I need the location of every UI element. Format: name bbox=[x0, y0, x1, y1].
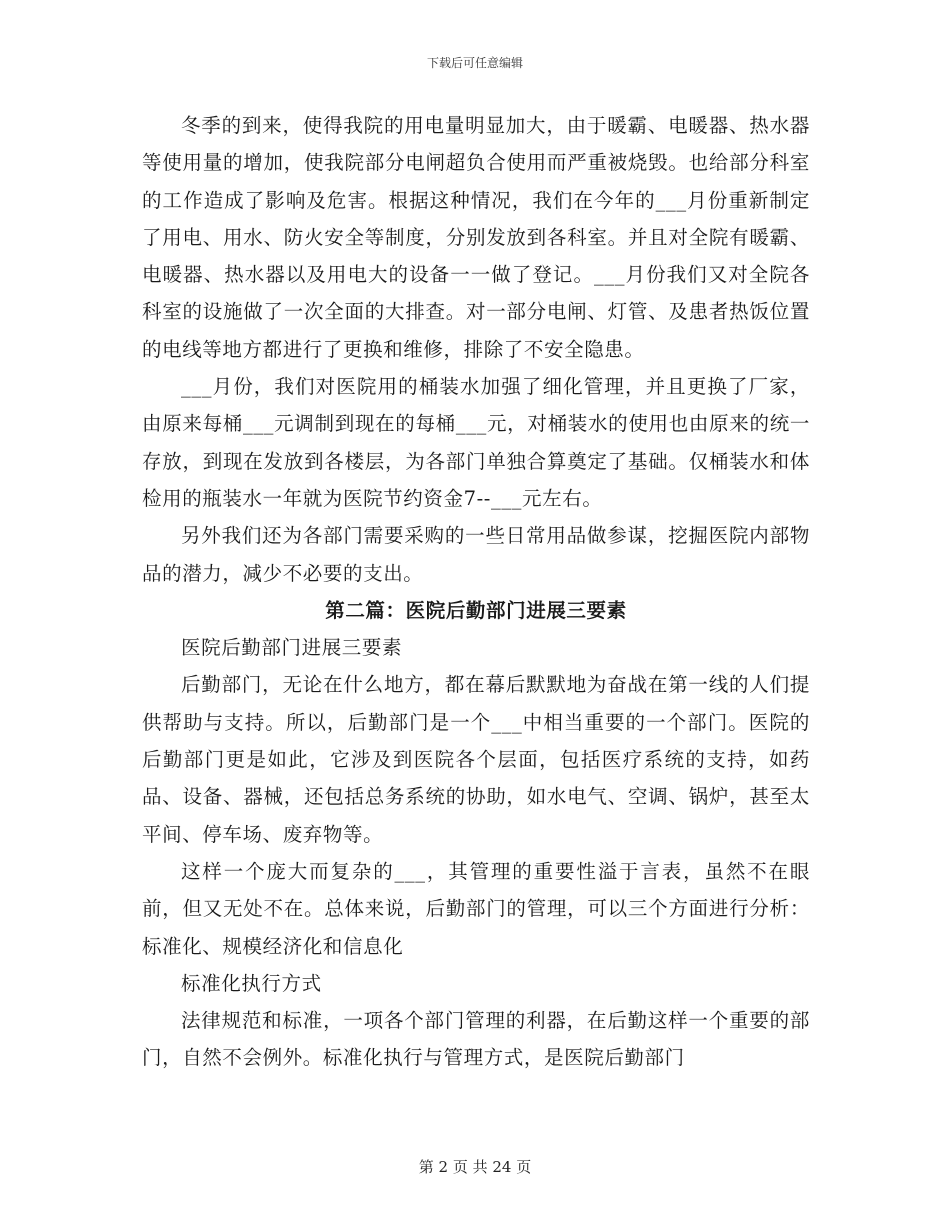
paragraph-management: 这样一个庞大而复杂的___，其管理的重要性溢于言表，虽然不在眼前，但又无处不在。总体来说，后勤部门的管理，可以三个方面进行分析：标准化、规模经济化和信息化 bbox=[142, 859, 810, 958]
paragraph-logistics-intro: 后勤部门，无论在什么地方，都在幕后默默地为奋战在第一线的人们提供帮助与支持。所以，后勤部门是一个___中相当重要的一个部门。医院的后勤部门更是如此，它涉及到医院各个层面，包括医疗系统的支持，如药品、设备、器械，还包括总务系统的协助，如水电气、空调、锅炉，甚至太平间、停车场、废弃物等。 bbox=[142, 673, 810, 846]
paragraph-procurement: 另外我们还为各部门需要采购的一些日常用品做参谋，挖掘医院内部物品的潜力，减少不必要的支出。 bbox=[142, 524, 810, 585]
page-number: 第 2 页 共 24 页 bbox=[418, 1158, 532, 1176]
paragraph-standardization: 法律规范和标准，一项各个部门管理的利器，在后勤这样一个重要的部门，自然不会例外。标准化执行与管理方式，是医院后勤部门 bbox=[142, 1009, 810, 1070]
paragraph-subtitle: 医院后勤部门进展三要素 bbox=[181, 636, 403, 660]
paragraph-standardization-title: 标准化执行方式 bbox=[181, 971, 322, 995]
page-header: 下载后可任意编辑 bbox=[426, 56, 523, 70]
paragraph-electricity: 冬季的到来，使得我院的用电量明显加大，由于暖霸、电暖器、热水器等使用量的增加，使我院部分电闸超负合使用而严重被烧毁。也给部分科室的工作造成了影响及危害。根据这种情况，我们在今年的___月份重新制定了用电、用水、防火安全等制度，分别发放到各科室。并且对全院有暖霸、电暖器、热水器以及用电大的设备一一做了登记。___月份我们又对全院各科室的设施做了一次全面的大排查。对一部分电闸、灯管、及患者热饭位置的电线等地方都进行了更换和维修，排除了不安全隐患。 bbox=[142, 114, 810, 361]
document-body bbox=[142, 107, 810, 1077]
paragraph-bottled-water: ___月份，我们对医院用的桶装水加强了细化管理，并且更换了厂家，由原来每桶___元调制到现在的每桶___元，对桶装水的使用也由原来的统一存放，到现在发放到各楼层，为各部门单独合算奠定了基础。仅桶装水和体检用的瓶装水一年就为医院节约资金7--___元左右。 bbox=[142, 375, 810, 510]
section-heading: 第二篇：医院后勤部门进展三要素 bbox=[325, 598, 627, 622]
